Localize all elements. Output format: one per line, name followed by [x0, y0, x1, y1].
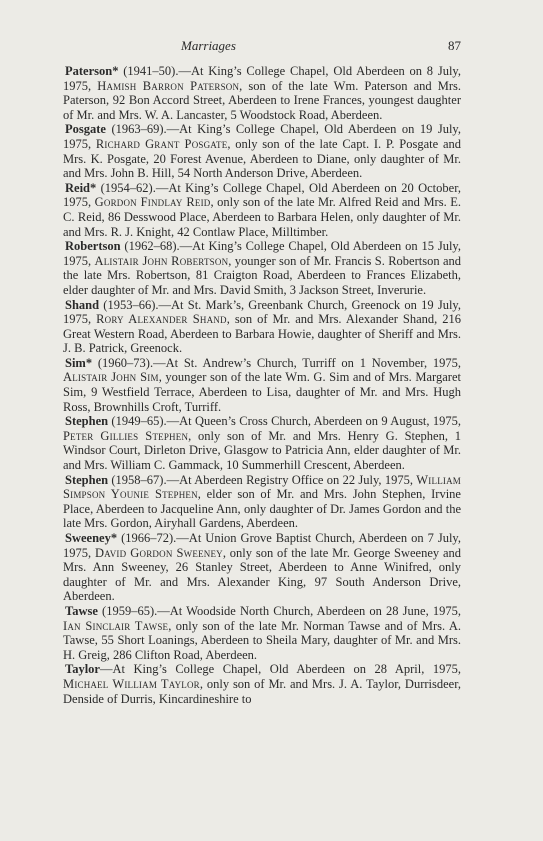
entry-surname: Reid* — [65, 180, 97, 195]
entry-fullname: Ian Sinclair Tawse — [63, 618, 169, 633]
entry-text: , only son of Mr. and Mrs. Henry G. Stephen, 1 Windsor Court, Dirleton Drive, Glasgow to Patricia Ann, elder daughter of Mr. and Mrs. William C. Gammack, 10 Summerhill Crescent, Aberdeen. — [63, 428, 461, 473]
entry-fullname: Gordon Findlay Reid — [94, 195, 211, 210]
entry-text: (1963–69).—At King’s College Chapel, Old Aberdeen on 19 July, 1975, — [63, 122, 461, 151]
entry-text: , younger son of the late Wm. G. Sim and of Mrs. Margaret Sim, 9 Westfield Terrace, Aberdeen to Lisa, daughter of Mr. and Mrs. Hugh Ross, Brownhills Croft, Turriff. — [63, 370, 461, 414]
entry-text: (1941–50).—At King’s College Chapel, Old Aberdeen on 8 July, 1975, — [63, 64, 461, 93]
entry-text: , only son of the late Mr. George Sweeney and Mrs. Ann Sweeney, 26 Stanley Street, Aberdeen to Anne Winifred, only daughter of Mr. and Mrs. Alexander King, 97 South Anderson Drive, Aberdeen. — [63, 545, 461, 604]
entry-surname: Paterson* — [65, 64, 119, 78]
entry-text: (1958–67).—At Aberdeen Registry Office on 22 July, 1975, — [108, 472, 417, 487]
marriage-entry — [63, 239, 461, 297]
entry-fullname: Alistair John Robertson — [94, 253, 229, 268]
entry-text: , only son of Mr. and Mrs. J. A. Taylor, Durrisdeer, Denside of Durris, Kincardineshire to — [63, 676, 461, 706]
marriage-entry — [63, 531, 461, 604]
entry-text: , only son of the late Mr. Alfred Reid and Mrs. E. C. Reid, 86 Desswood Place, Aberdeen to Barbara Helen, only daughter of Mr. and Mrs. R. J. Knight, 42 Contlaw Place, Milltimber. — [63, 195, 461, 239]
entry-surname: Stephen — [65, 414, 109, 429]
marriage-entry — [63, 356, 461, 414]
entry-text: (1949–65).—At Queen’s Cross Church, Aberdeen on 9 August, 1975, — [108, 414, 461, 429]
marriage-entries — [63, 64, 461, 706]
entry-surname: Tawse — [65, 603, 98, 618]
section-title: Marriages — [181, 38, 236, 53]
entry-surname: Posgate — [65, 122, 106, 137]
entry-surname: Stephen — [65, 472, 109, 487]
entry-text: , younger son of Mr. Francis S. Robertson and the late Mrs. Robertson, 81 Craigton Road, Aberdeen to Frances Elizabeth, elder daughter of Mr. and Mrs. David Smith, 3 Jackson Street, Inverurie. — [63, 253, 461, 297]
marriage-entry — [63, 122, 461, 180]
entry-text: , son of Mr. and Mrs. Alexander Shand, 216 Great Western Road, Aberdeen to Barbara Howie, daughter of Sheriff and Mrs. J. B. Patrick, Greenock. — [63, 312, 461, 356]
entry-text: (1954–62).—At King’s College Chapel, Old Aberdeen on 20 October, 1975, — [63, 180, 461, 210]
entry-fullname: Richard Grant Posgate — [95, 136, 228, 151]
entry-surname: Robertson — [65, 239, 121, 254]
marriage-entry — [63, 662, 461, 706]
entry-text: (1960–73).—At St. Andrew’s Church, Turriff on 1 November, 1975, — [92, 355, 461, 370]
page-number: 87 — [448, 38, 461, 53]
entry-surname: Taylor — [65, 662, 100, 677]
entry-fullname: Alistair John Sim — [63, 370, 159, 385]
entry-surname: Sweeney* — [65, 531, 118, 545]
entry-text: , elder son of Mr. and Mrs. John Stephen, Irvine Place, Aberdeen to Jacqueline Ann, only daughter of Dr. James Gordon and the late Mrs. Gordon, Airyhall Gardens, Aberdeen. — [63, 487, 461, 531]
marriage-entry — [63, 414, 461, 472]
marriage-entry — [63, 473, 461, 531]
entry-text: , only son of the late Mr. Norman Tawse and of Mrs. A. Tawse, 55 Short Loanings, Aberdeen to Sheila Mary, daughter of Mr. and Mrs. H. Greig, 286 Clifton Road, Aberdeen. — [63, 618, 462, 662]
running-header — [181, 38, 461, 62]
entry-surname: Shand — [65, 297, 100, 312]
marriage-entry — [63, 298, 461, 356]
entry-fullname: Rory Alexander Shand — [96, 312, 227, 327]
entry-text: , son of the late Wm. Paterson and Mrs. Paterson, 92 Bon Accord Street, Aberdeen to Irene Frances, youngest daughter of Mr. and Mrs. W. A. Lancaster, 5 Woodstock Road, Aberdeen. — [63, 78, 461, 122]
entry-fullname: Michael William Taylor — [63, 676, 200, 691]
entry-text: (1966–72).—At Union Grove Baptist Church, Aberdeen on 7 July, 1975, — [63, 531, 461, 560]
marriage-entry — [63, 181, 461, 239]
marriage-entry — [63, 604, 461, 662]
entry-fullname: Peter Gillies Stephen — [63, 428, 189, 443]
entry-fullname: Hamish Barron Paterson — [97, 78, 240, 93]
entry-surname: Sim* — [65, 355, 93, 370]
entry-text: , only son of the late Capt. I. P. Posgate and Mrs. K. Posgate, 20 Forest Avenue, Aberdeen to Diane, only daughter of Mr. and Mrs. John B. Hill, 54 North Anderson Drive, Aberdeen. — [63, 136, 461, 181]
entry-fullname: William Simpson Younie Stephen — [63, 472, 461, 502]
entry-text: (1959–65).—At Woodside North Church, Aberdeen on 28 June, 1975, — [97, 603, 461, 618]
entry-text: (1953–66).—At St. Mark’s, Greenbank Church, Greenock on 19 July, 1975, — [63, 297, 461, 327]
marriage-entry — [63, 64, 461, 122]
entry-fullname: David Gordon Sweeney — [94, 545, 223, 560]
entry-text: (1962–68).—At King’s College Chapel, Old Aberdeen on 15 July, 1975, — [63, 239, 461, 268]
entry-text: —At King’s College Chapel, Old Aberdeen on 28 April, 1975, — [99, 662, 461, 677]
